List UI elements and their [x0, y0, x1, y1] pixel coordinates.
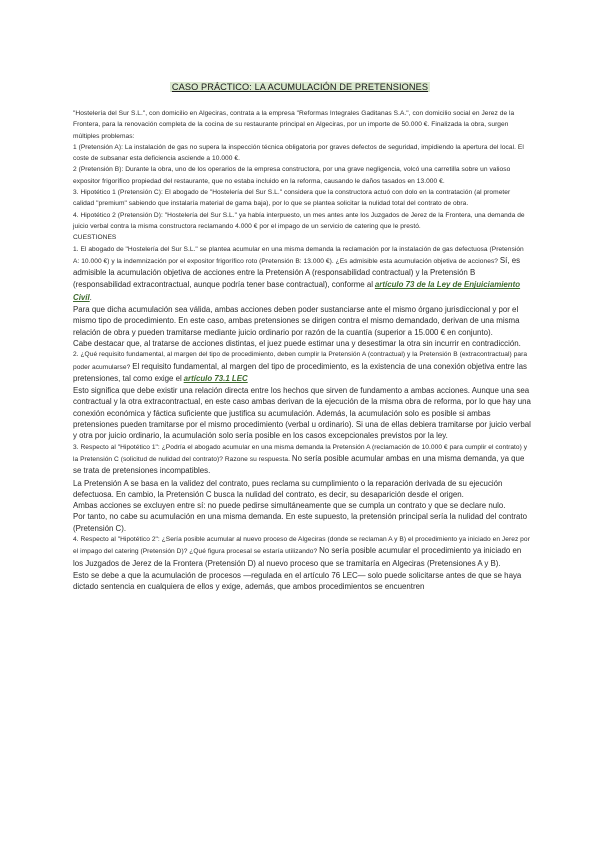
answer-4-paragraph-2: Esto se debe a que la acumulación de procesos —regulada en el artículo 76 LEC— solo puede solicitarse antes de que se haya dictado sentencia en cualquiera de ellos y exige, además, que ambos procedimientos se encuentren	[73, 570, 522, 592]
answer-1-paragraph-2: Para que dicha acumulación sea válida, ambas acciones deben poder sustanciarse ante el mismo órgano jurisdiccional y por el mismo tipo de procedimiento. En este caso, ambas pretensiones se dirigen contra el mismo demandado, derivan de una misma relación de obra y pueden tramitarse mediante juicio ordinario por razón de la cuantía (superior a 15.000 € en conjunto).	[73, 305, 520, 337]
answer-1-paragraph-3: Cabe destacar que, al tratarse de acciones distintas, el juez puede estimar una y desestimar la otra sin incurrir en contradicción.	[73, 338, 521, 348]
claim-d: 4. Hipotético 2 (Pretensión D): "Hostelería del Sur S.L." ya había interpuesto, un mes antes ante los Juzgados de Jerez de la Frontera, una demanda de juicio verbal contra la misma constructora reclamando 4.000 € por el impago de un servicio de catering que le prestó.	[73, 211, 525, 230]
question-3: 3. Respecto al "Hipotético 1": ¿Podría el abogado acumular en una misma demanda la Pretensión A (reclamación de 10.000 € para cumplir el contrato) y la Pretensión C (solicitud de nulidad del contrato)? Razone su respuesta. No sería posible acumular ambas en una misma demanda, ya que se trata de pretensiones incompatibles.	[73, 443, 528, 476]
answer-1-reference: artículo 73 de la Ley de Enjuiciamiento Civil	[73, 280, 521, 302]
claim-c: 3. Hipotético 1 (Pretensión C): El abogado de "Hostelería del Sur S.L." considera que la constructora actuó con dolo en la contratación (al prometer calidad "premium" sabiendo que instalaría material de gama baja), por lo que se plantea solicitar la nulidad total del contrato de obra.	[73, 189, 511, 208]
answer-2-paragraph-2: Esto significa que debe existir una relación directa entre los hechos que sirven de fundamento a ambas acciones. Aunque una sea contractual y la otra extracontractual, en este caso ambas derivan de la ejecución de la misma obra de reforma, por lo que hay una conexión económica y fáctica suficiente que justifica su acumulación. Además, la acumulación solo es posible si ambas pretensiones pueden tramitarse por el mismo procedimiento (verbal u ordinario). Si una de ellas debiera tramitarse por juicio verbal y otra por juicio ordinario, la acumulación solo sería posible en los casos excepcionales previstos por la ley.	[73, 386, 531, 441]
answer-3-paragraph-2: La Pretensión A se basa en la validez del contrato, pues reclama su cumplimiento o la reparación derivada de su ejecución defectuosa. En cambio, la Pretensión C busca la nulidad del contrato, es decir, su desaparición desde el origen.	[73, 478, 503, 499]
answer-2-reference: artículo 73.1 LEC	[183, 373, 248, 383]
questions-heading: CUESTIONES	[73, 234, 117, 242]
answer-1-lead: Sí, es admisible la acumulación objetiva de acciones entre la Pretensión A (responsabilidad contractual) y la Pretensión B (responsabilidad extracontractual, aunque podría tener base contractual), conforme al	[73, 255, 521, 290]
claim-b: 2 (Pretensión B): Durante la obra, uno de los operarios de la empresa constructora, por una grave negligencia, volcó una carretilla sobre un valioso expositor frigorífico propiedad del restaurante, que no estaba incluido en la reforma, causando le daños tasados en 13.000 €.	[73, 166, 511, 185]
answer-2-lead: El requisito fundamental, al margen del tipo de procedimiento, es la existencia de una conexión objetiva entre las pretensiones, tal como exige el	[73, 361, 527, 383]
document-body	[73, 108, 531, 592]
answer-3-paragraph-3: Ambas acciones se excluyen entre sí: no puede pedirse simultáneamente que se cumpla un contrato y que se declare nulo.	[73, 501, 506, 511]
document-title: CASO PRÁCTICO: LA ACUMULACIÓN DE PRETENSIONES	[171, 82, 429, 92]
answer-4-lead: No sería posible acumular el procedimiento ya iniciado en los Juzgados de Jerez de la Frontera (Pretensión D) al nuevo proceso que se tramitaría en Algeciras (Pretensiones A y B).	[73, 546, 522, 568]
claim-a: 1 (Pretensión A): La instalación de gas no supera la inspección técnica obligatoria por graves defectos de seguridad, impidiendo la apertura del local. El coste de subsanar esta deficiencia asciende a 10.000 €.	[73, 143, 524, 163]
question-2: 2. ¿Qué requisito fundamental, al margen del tipo de procedimiento, deben cumplir la Pretensión A (contractual) y la Pretensión B (extracontractual) para poder acumularse? El requisito fundamental, al margen del tipo de procedimiento, es la existencia de una conexión objetiva entre las pretensiones, tal como exige el artículo 73.1 LEC	[73, 351, 528, 383]
question-1: 1. El abogado de "Hostelería del Sur S.L." se plantea acumular en una misma demanda la reclamación por la instalación de gas defectuosa (Pretensión A: 10.000 €) y la indemnización por el expositor frigorífico roto (Pretensión B: 13.000 €). ¿Es admisible esta acumulación objetiva de acciones? Sí, es admisible la acumulación objetiva de acciones entre la Pretensión A (responsabilidad contractual) y la Pretensión B (responsabilidad extracontractual, aunque podría tener base contractual), conforme al artículo 73 de la Ley de Enjuiciamiento Civil.	[73, 245, 524, 302]
answer-3-lead: No sería posible acumular ambas en una misma demanda, ya que se trata de pretensiones incompatibles.	[73, 453, 525, 476]
answer-3-paragraph-4: Por tanto, no cabe su acumulación en una misma demanda. En este supuesto, la pretensión principal sería la nulidad del contrato (Pretensión C).	[73, 512, 527, 533]
intro-paragraph: "Hostelería del Sur S.L.", con domicilio en Algeciras, contrata a la empresa "Reformas Integrales Gaditanas S.A.", con domicilio social en Jerez de la Frontera, para la renovación completa de la cocina de su restaurante principal en Algeciras, por un importe de 50.000 €. Finalizada la obra, surgen múltiples problemas:	[73, 110, 515, 140]
question-4: 4. Respecto al "Hipotético 2": ¿Sería posible acumular al nuevo proceso de Algeciras (donde se reclaman A y B) el procedimiento ya iniciado en Jerez por el impago del catering (Pretensión D)? ¿Qué figura procesal se estaría utilizando? No sería posible acumular el procedimiento ya iniciado en los Juzgados de Jerez de la Frontera (Pretensión D) al nuevo proceso que se tramitaría en Algeciras (Pretensiones A y B).	[73, 535, 530, 568]
